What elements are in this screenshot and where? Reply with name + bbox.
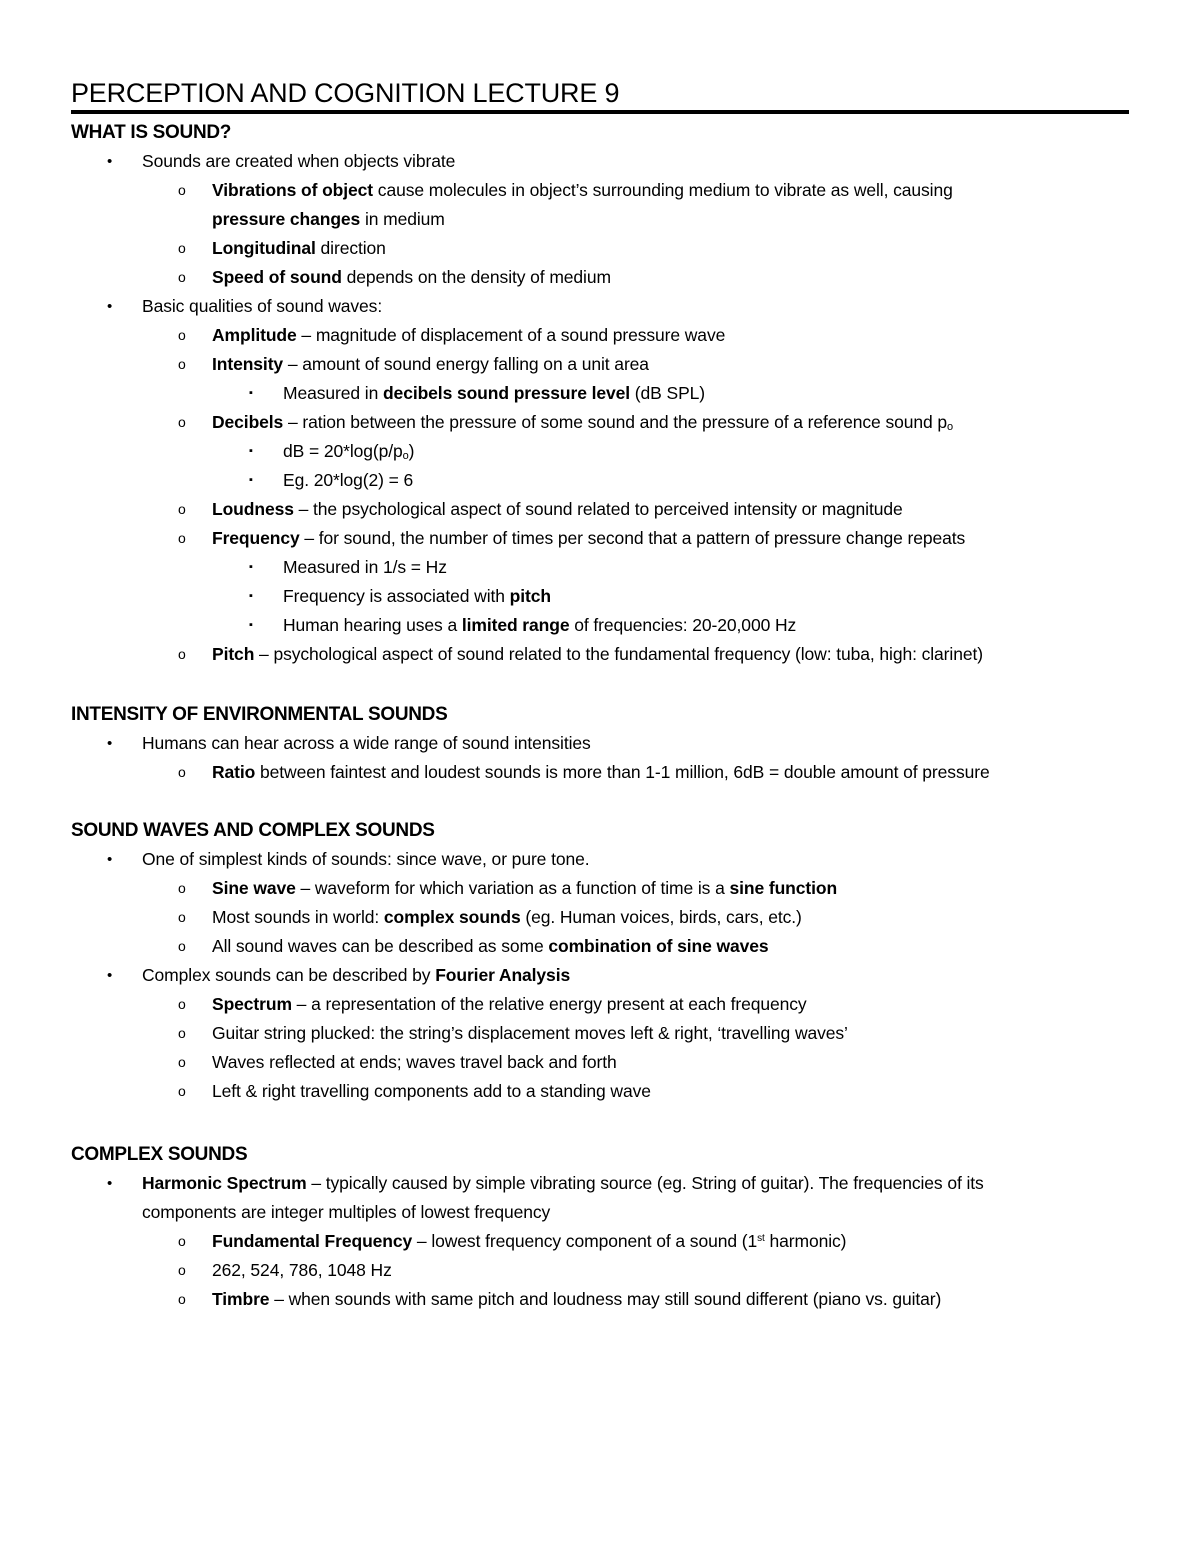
list-item [71,1169,1129,1198]
item-text: Vibrations of object cause molecules in object’s surrounding medium to vibrate as well, causing [212,180,953,200]
bullet-marker: o [178,1291,186,1307]
item-text: Complex sounds can be described by Fourier Analysis [142,965,571,985]
list-item [71,553,1129,582]
bullet-marker: o [178,996,186,1012]
section-what-is-sound [71,119,1129,669]
section-complex-sounds [71,1141,1129,1314]
item-text: pressure changes in medium [212,209,445,229]
section-sound-waves-complex [71,817,1129,1106]
list-item [71,582,1129,611]
item-text: Fundamental Frequency – lowest frequency component of a sound (1st harmonic) [212,1231,847,1251]
list-item [71,321,1129,350]
bullet-marker: • [107,153,113,170]
item-text: Ratio between faintest and loudest sounds is more than 1-1 million, 6dB = double amount of pressure [212,762,990,782]
item-text: 262, 524, 786, 1048 Hz [212,1260,392,1280]
bullet-marker: o [178,1233,186,1249]
section-heading: SOUND WAVES AND COMPLEX SOUNDS [71,820,435,841]
page-title: PERCEPTION AND COGNITION LECTURE 9 [71,78,620,108]
list-item [71,961,1129,990]
item-text: Measured in decibels sound pressure level (dB SPL) [283,383,706,403]
list-item [71,845,1129,874]
list-item [71,234,1129,263]
bullet-marker: • [107,298,113,315]
list-item [71,524,1129,553]
list-item [71,903,1129,932]
bullet-marker: o [178,182,186,198]
list-item [71,1227,1129,1256]
list-item [71,350,1129,379]
section-heading: INTENSITY OF ENVIRONMENTAL SOUNDS [71,704,448,725]
formula-text: Eg. 20*log(2) = 6 [283,470,414,490]
item-text: Waves reflected at ends; waves travel back and forth [212,1052,617,1072]
bullet-marker: • [107,735,113,752]
bullet-marker: o [178,646,186,662]
bullet-marker: o [178,269,186,285]
bullet-marker: • [107,851,113,868]
item-text: Human hearing uses a limited range of frequencies: 20-20,000 Hz [283,615,797,635]
item-text: All sound waves can be described as some combination of sine waves [212,936,769,956]
item-text: Measured in 1/s = Hz [283,557,447,577]
list-item [71,408,1129,437]
item-text: Intensity – amount of sound energy falling on a unit area [212,354,649,374]
list-item [71,495,1129,524]
list-item [71,932,1129,961]
bullet-marker: o [178,356,186,372]
bullet-marker: o [178,501,186,517]
item-text: Amplitude – magnitude of displacement of a sound pressure wave [212,325,726,345]
item-text: Longitudinal direction [212,238,386,258]
item-text: Left & right travelling components add to a standing wave [212,1081,651,1101]
bullet-marker: • [107,967,113,984]
list-item [71,611,1129,640]
item-text: Loudness – the psychological aspect of sound related to perceived intensity or magnitude [212,499,903,519]
item-text: Timbre – when sounds with same pitch and loudness may still sound different (piano vs. guitar) [212,1289,942,1309]
bullet-marker: o [178,1025,186,1041]
item-text: Frequency is associated with pitch [283,586,551,606]
list-item [71,1048,1129,1077]
section-heading: COMPLEX SOUNDS [71,1144,248,1165]
item-text: Decibels – ration between the pressure of some sound and the pressure of a reference sound $p_o$ [212,412,954,433]
item-text: Spectrum – a representation of the relative energy present at each frequency [212,994,807,1014]
list-item-continuation [71,1198,1129,1227]
list-item [71,874,1129,903]
bullet-marker: o [178,938,186,954]
list-item [71,379,1129,408]
bullet-marker: ▪ [249,619,253,631]
bullet-marker: ▪ [249,445,253,457]
bullet-marker: o [178,327,186,343]
item-text: Frequency – for sound, the number of times per second that a pattern of pressure change repeats [212,528,966,548]
bullet-marker: o [178,880,186,896]
bullet-marker: o [178,530,186,546]
bullet-marker: ▪ [249,590,253,602]
bullet-marker: o [178,909,186,925]
list-item [71,1256,1129,1285]
bullet-marker: • [107,1175,113,1192]
list-item [71,1019,1129,1048]
title-divider [71,110,1129,114]
list-item [71,758,1129,787]
list-item [71,147,1129,176]
bullet-marker: ▪ [249,387,253,399]
item-text: Sine wave – waveform for which variation as a function of time is a sine function [212,878,838,898]
list-item [71,292,1129,321]
item-text: Speed of sound depends on the density of medium [212,267,611,287]
bullet-marker: o [178,1083,186,1099]
section-heading: WHAT IS SOUND? [71,122,232,143]
bullet-marker: o [178,1054,186,1070]
bullet-marker: o [178,414,186,430]
item-text: Harmonic Spectrum – typically caused by simple vibrating source (eg. String of guitar). The frequencies of its [142,1173,984,1193]
bullet-marker: ▪ [249,561,253,573]
list-item [71,176,1129,205]
bullet-marker: ▪ [249,474,253,486]
item-text: One of simplest kinds of sounds: since wave, or pure tone. [142,849,590,869]
list-item [71,437,1129,466]
item-text: components are integer multiples of lowest frequency [142,1202,551,1222]
list-item [71,640,1129,669]
list-item [71,263,1129,292]
item-text: Sounds are created when objects vibrate [142,151,456,171]
list-item [71,466,1129,495]
item-text: Most sounds in world: complex sounds (eg. Human voices, birds, cars, etc.) [212,907,802,927]
item-text: Guitar string plucked: the string’s displacement moves left & right, ‘travelling waves’ [212,1023,848,1043]
list-item [71,990,1129,1019]
section-intensity-environmental [71,701,1129,787]
bullet-marker: o [178,764,186,780]
bullet-marker: o [178,1262,186,1278]
formula-text: dB = $20*\log(p/p_o)$ [283,441,415,462]
bullet-marker: o [178,240,186,256]
list-item [71,729,1129,758]
list-item [71,1077,1129,1106]
list-item [71,1285,1129,1314]
item-text: Basic qualities of sound waves: [142,296,383,316]
item-text: Pitch – psychological aspect of sound related to the fundamental frequency (low: tuba, high: clarinet) [212,644,983,664]
list-item-continuation [71,205,1129,234]
item-text: Humans can hear across a wide range of sound intensities [142,733,591,753]
